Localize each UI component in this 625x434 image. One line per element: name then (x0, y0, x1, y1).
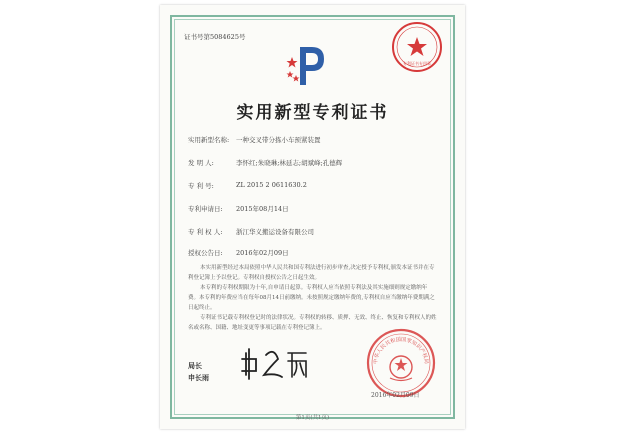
field-row-owner (188, 227, 314, 236)
certificate-number: 证书号第5084625号 (184, 33, 246, 41)
official-seal-small-icon (390, 20, 444, 74)
big-seal-text: 中华人民共和国国家知识产权局 (372, 336, 430, 365)
field-label: 发 明 人: (188, 159, 214, 167)
field-value: 一种交叉带分拣小车预紧装置 (236, 136, 321, 144)
field-value: 浙江华义搬运设备有限公司 (236, 228, 314, 236)
field-label: 专 利 号: (188, 182, 214, 190)
national-ip-office-seal-icon (365, 327, 437, 399)
field-value: 李怀红;朱晓琳;林延志;胡斌峰;孔德辉 (236, 159, 343, 167)
patent-office-logo-icon (284, 41, 330, 91)
field-value: 2016年02月09日 (236, 249, 289, 257)
seal-date: 2016年02月09日 (371, 392, 420, 399)
director-name-label: 申长雨 (188, 373, 209, 382)
certificate-body (188, 263, 438, 333)
field-label: 专利申请日: (188, 205, 223, 213)
body-paragraph: 本实用新型经过本局依照中华人民共和国专利法进行初步审查,决定授予专利权,颁发本证书并在专利登记簿上予以登记。专利权自授权公告之日起生效。 (188, 265, 435, 281)
page-number: 第1页(共1页) (295, 415, 330, 421)
field-row-inventor (188, 158, 342, 167)
signature-text: 申长雨 (140, 245, 143, 246)
field-row-name (188, 135, 321, 144)
field-row-patent-no (188, 181, 307, 190)
field-value: 2015年08月14日 (236, 205, 289, 213)
small-seal-text: 专利证书专用章 (403, 61, 431, 66)
body-paragraph: 本专利的专利权期限为十年,自申请日起算。专利权人应当依照专利法及其实施细则规定缴纳年费。本专利的年费应当在每年08月14日前缴纳。未按照规定缴纳年费的,专利权自应当缴纳年费期满之日起终止。 (188, 285, 435, 311)
field-row-grant-date (188, 248, 289, 257)
patent-certificate (140, 5, 465, 429)
director-title-label: 局长 (188, 361, 202, 370)
field-row-filing-date (188, 204, 289, 213)
field-label: 授权公告日: (188, 249, 223, 257)
field-label: 实用新型名称: (188, 136, 230, 144)
body-paragraph: 专利证书记载专利权登记时的法律状况。专利权的转移、质押、无效、终止、恢复和专利权人的姓名或名称、国籍、地址变更等事项记载在专利登记簿上。 (188, 315, 437, 331)
field-value: ZL 2015 2 0611630.2 (236, 181, 307, 189)
field-label: 专 利 权 人: (188, 228, 223, 236)
certificate-title: 实用新型专利证书 (236, 103, 389, 123)
